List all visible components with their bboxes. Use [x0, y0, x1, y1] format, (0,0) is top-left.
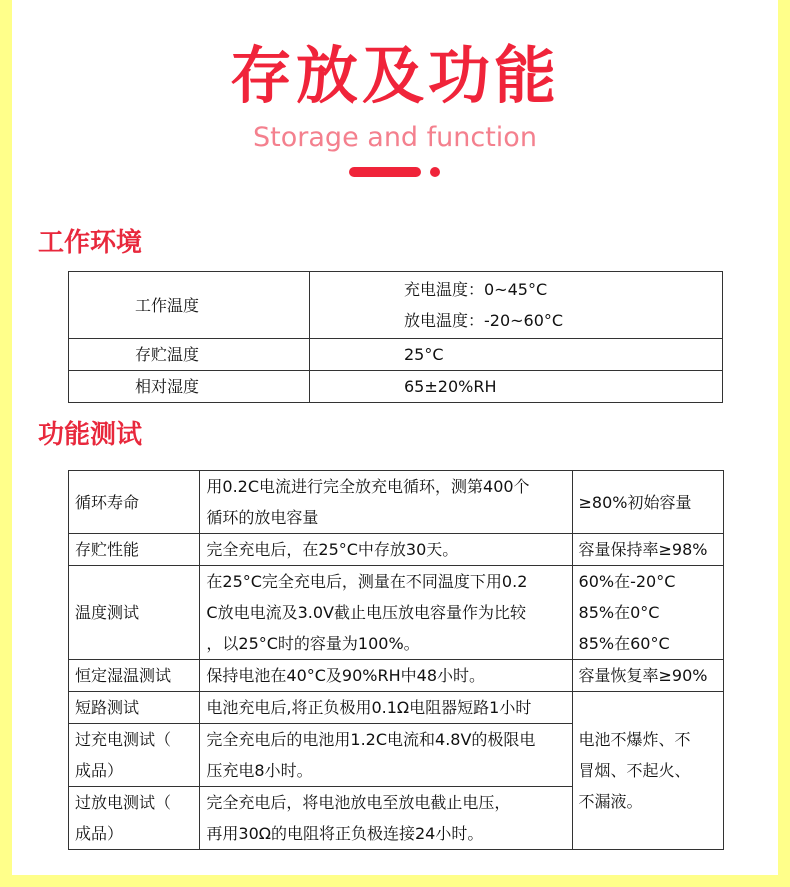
cycle-life-method	[200, 471, 572, 534]
humidity-test-result: 容量恢复率≥90%	[572, 660, 723, 692]
method-line: 压充电8小时。	[206, 761, 313, 780]
method-line: C放电电流及3.0V截止电压放电容量作为比较	[206, 603, 526, 622]
humidity-test-method: 保持电池在40°C及90%RH中48小时。	[200, 660, 572, 692]
page	[12, 0, 778, 875]
overdischarge-label	[69, 787, 200, 850]
table-row	[69, 692, 724, 724]
result-line: 85%在0°C	[578, 603, 660, 622]
item-line: 成品）	[75, 824, 124, 843]
table-row	[69, 660, 724, 692]
safety-shared-result	[572, 692, 723, 850]
temp-test-label: 温度测试	[69, 566, 200, 660]
temp-test-method	[200, 566, 572, 660]
method-line: 完全充电后的电池用1.2C电流和4.8V的极限电	[206, 730, 536, 749]
table-row	[69, 471, 724, 534]
overdischarge-method	[200, 787, 572, 850]
humidity-test-label: 恒定湿温测试	[69, 660, 200, 692]
method-line: 循环的放电容量	[206, 508, 319, 527]
work-env-table	[68, 271, 723, 403]
method-line: 再用30Ω的电阻将正负极连接24小时。	[206, 824, 484, 843]
table-row	[69, 534, 724, 566]
title-underline-bar	[349, 167, 421, 177]
overcharge-label	[69, 724, 200, 787]
storage-perf-label: 存贮性能	[69, 534, 200, 566]
storage-temp-value: 25°C	[310, 339, 723, 371]
short-circuit-label: 短路测试	[69, 692, 200, 724]
result-line: 85%在60°C	[578, 634, 670, 653]
result-line: 60%在-20°C	[578, 572, 676, 591]
storage-perf-result: 容量保持率≥98%	[572, 534, 723, 566]
humidity-label: 相对湿度	[69, 371, 310, 403]
result-line: 电池不爆炸、不	[578, 730, 691, 749]
result-line: 冒烟、不起火、	[578, 761, 691, 780]
item-line: 成品）	[75, 761, 124, 780]
temp-test-result	[572, 566, 723, 660]
storage-temp-label: 存贮温度	[69, 339, 310, 371]
work-temp-label: 工作温度	[69, 272, 310, 339]
method-line: 完全充电后，将电池放电至放电截止电压，	[206, 793, 511, 812]
work-temp-values	[310, 272, 723, 339]
overcharge-method	[200, 724, 572, 787]
storage-perf-method: 完全充电后，在25°C中存放30天。	[200, 534, 572, 566]
title-underline-dot	[430, 167, 440, 177]
page-subtitle: Storage and function	[253, 122, 537, 153]
page-title: 存放及功能	[229, 39, 560, 112]
cycle-life-result: ≥80%初始容量	[572, 471, 723, 534]
item-line: 过充电测试（	[75, 730, 172, 749]
table-row	[69, 272, 723, 339]
method-line: ，以25°C时的容量为100%。	[206, 634, 420, 653]
table-row	[69, 339, 723, 371]
function-test-table	[68, 470, 724, 850]
table-row	[69, 371, 723, 403]
result-line: 不漏液。	[578, 792, 643, 811]
short-circuit-method: 电池充电后,将正负极用0.1Ω电阻器短路1小时	[200, 692, 572, 724]
table-row	[69, 566, 724, 660]
discharge-temp: 放电温度：-20~60°C	[404, 311, 564, 330]
method-line: 用0.2C电流进行完全放充电循环，测第400个	[206, 477, 530, 496]
method-line: 在25°C完全充电后，测量在不同温度下用0.2	[206, 572, 528, 591]
section-title-function-test: 功能测试	[38, 420, 143, 450]
cycle-life-label: 循环寿命	[69, 471, 200, 534]
charge-temp: 充电温度：0~45°C	[404, 280, 548, 299]
humidity-value: 65±20%RH	[310, 371, 723, 403]
item-line: 过放电测试（	[75, 793, 172, 812]
section-title-work-env: 工作环境	[38, 228, 143, 258]
